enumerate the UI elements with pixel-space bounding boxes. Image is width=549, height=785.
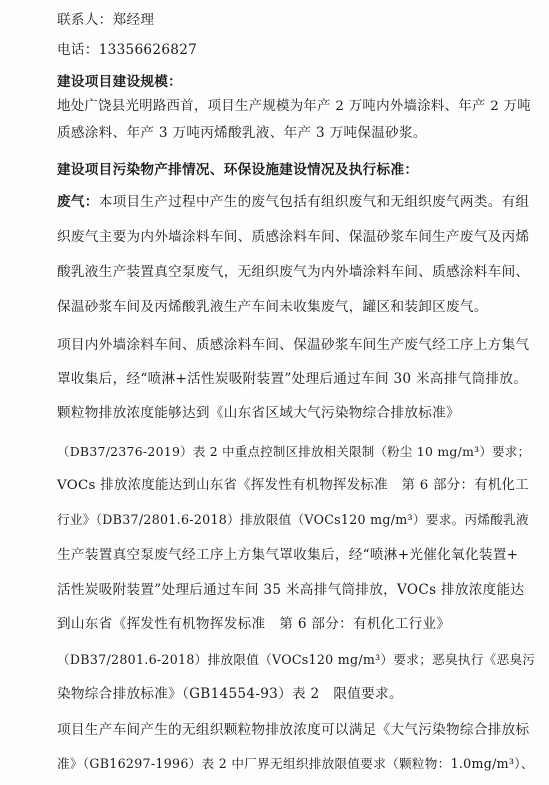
paragraph-line: 准》（GB16297-1996）表 2 中厂界无组织排放限值要求（颗粒物：1.0mg/m³）、 [57, 756, 534, 771]
waste-gas-line-1 [57, 192, 529, 212]
paragraph-line: 罩收集后，经“喷淋+活性炭吸附装置”处理后通过车间 30 米高排气筒排放。 [57, 371, 528, 387]
paragraph-line: 生产装置真空泵废气经工序上方集气罩收集后，经“喷淋+光催化氧化装置+ [57, 547, 519, 563]
paragraph-line: 织废气主要为内外墙涂料车间、质感涂料车间、保温砂浆车间生产废气及丙烯 [57, 229, 530, 245]
pollution-heading: 建设项目污染物产排情况、环保设施建设情况及执行标准： [57, 162, 419, 178]
paragraph-line: 项目生产车间产生的无组织颗粒物排放浓度可以满足《大气污染物综合排放标 [57, 722, 530, 738]
paragraph-line: 行业》（DB37/2801.6-2018）排放限值（VOCs120 mg/m³）要求。丙烯酸乳液 [57, 512, 529, 527]
paragraph-line: VOCs 排放浓度能达到山东省《挥发性有机物挥发标准 第 6 部分：有机化工 [57, 478, 529, 493]
phone-number: 13356626827 [98, 42, 198, 58]
waste-gas-text: 本项目生产过程中产生的废气包括有组织废气和无组织废气两类。有组 [98, 194, 530, 210]
paragraph-line: 活性炭吸附装置”处理后通过车间 35 米高排气筒排放，VOCs 排放浓度能达 [57, 582, 525, 598]
phone-label: 电话： [57, 42, 99, 58]
paragraph-line: （DB37/2801.6-2018）排放限值（VOCs120 mg/m³）要求；恶臭执行《恶臭污 [57, 652, 536, 667]
contact-label: 联系人： [57, 12, 113, 28]
scale-heading: 建设项目建设规模： [57, 74, 183, 90]
paragraph-line: 颗粒物排放浓度能够达到《山东省区域大气污染物综合排放标准》 [57, 405, 460, 421]
contact-line [57, 10, 154, 30]
scale-line-1: 地处广饶县光明路西首，项目生产规模为年产 2 万吨内外墙涂料、年产 2 万吨 [57, 99, 531, 114]
paragraph-line: 酸乳液生产装置真空泵废气，无组织废气为内外墙涂料车间、质感涂料车间、 [57, 264, 530, 280]
contact-name: 郑经理 [112, 12, 155, 28]
paragraph-line: （DB37/2376-2019）表 2 中重点控制区排放相关限制（粉尘 10 mg/m³）要求； [57, 444, 531, 459]
paragraph-line: 到山东省《挥发性有机物挥发标准 第 6 部分：有机化工行业》 [57, 616, 451, 632]
phone-line [57, 40, 197, 60]
paragraph-line: 保温砂浆车间及丙烯酸乳液生产车间未收集废气，罐区和装卸区废气。 [57, 299, 488, 315]
paragraph-line: 项目内外墙涂料车间、质感涂料车间、保温砂浆车间生产废气经工序上方集气 [57, 337, 530, 353]
paragraph-line: 染物综合排放标准》（GB14554-93）表 2 限值要求。 [57, 686, 403, 702]
waste-gas-label: 废气： [57, 194, 99, 210]
scale-line-2: 质感涂料、年产 3 万吨丙烯酸乳液、年产 3 万吨保温砂浆。 [57, 125, 427, 141]
